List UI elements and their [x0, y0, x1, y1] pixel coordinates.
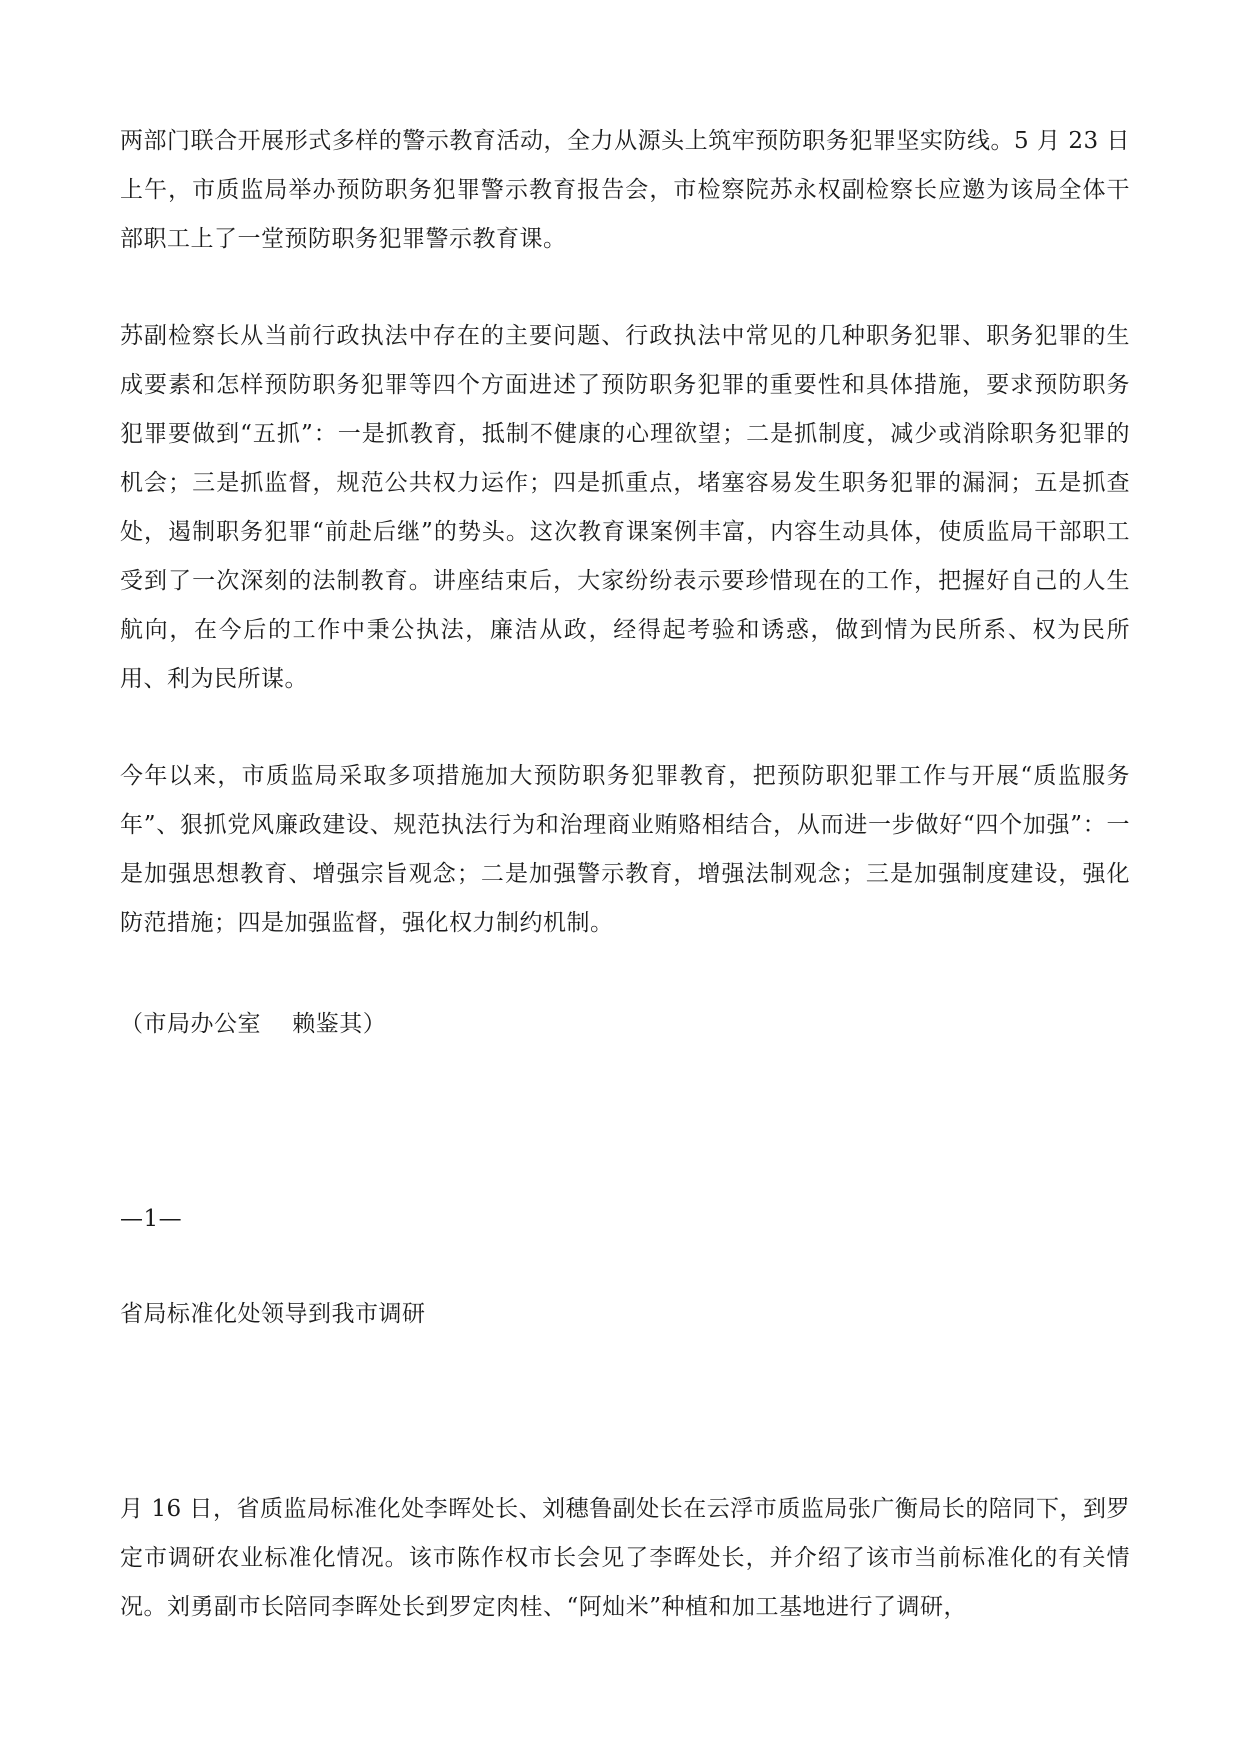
article-paragraph-3: 今年以来，市质监局采取多项措施加大预防职务犯罪教育，把预防职犯罪工作与开展“质监服务年”、狠抓党风廉政建设、规范执法行为和治理商业贿赂相结合，从而进一步做好“四个加强”：一是加强思想教育、增强宗旨观念；二是加强警示教育，增强法制观念；三是加强制度建设，强化防范措施；四是加强监督，强化权力制约机制。 — [120, 763, 1130, 936]
article-paragraph-1: 两部门联合开展形式多样的警示教育活动，全力从源头上筑牢预防职务犯罪坚实防线。5 月 23 日上午，市质监局举办预防职务犯罪警示教育报告会，市检察院苏永权副检察长应邀为该局全体干部职工上了一堂预防职务犯罪警示教育课。 — [120, 128, 1130, 252]
article-paragraph-2: 苏副检察长从当前行政执法中存在的主要问题、行政执法中常见的几种职务犯罪、职务犯罪的生成要素和怎样预防职务犯罪等四个方面进述了预防职务犯罪的重要性和具体措施，要求预防职务犯罪要做到“五抓”：一是抓教育，抵制不健康的心理欲望；二是抓制度，减少或消除职务犯罪的机会；三是抓监督，规范公共权力运作；四是抓重点，堵塞容易发生职务犯罪的漏洞；五是抓查处，遏制职务犯罪“前赴后继”的势头。这次教育课案例丰富，内容生动具体，使质监局干部职工受到了一次深刻的法制教育。讲座结束后，大家纷纷表示要珍惜现在的工作，把握好自己的人生航向，在今后的工作中秉公执法，廉洁从政，经得起考验和诱惑，做到情为民所系、权为民所用、利为民所谋。 — [120, 323, 1130, 692]
author-signature: （市局办公室 赖鉴其） — [120, 1011, 387, 1037]
next-article-title: 省局标准化处领导到我市调研 — [120, 1301, 426, 1327]
page-number: —1— — [120, 1206, 183, 1232]
next-article-paragraph: 月 16 日，省质监局标准化处李晖处长、刘穗鲁副处长在云浮市质监局张广衡局长的陪同下，到罗定市调研农业标准化情况。该市陈作权市长会见了李晖处长，并介绍了该市当前标准化的有关情况。刘勇副市长陪同李晖处长到罗定肉桂、“阿灿米”种植和加工基地进行了调研， — [120, 1496, 1130, 1620]
